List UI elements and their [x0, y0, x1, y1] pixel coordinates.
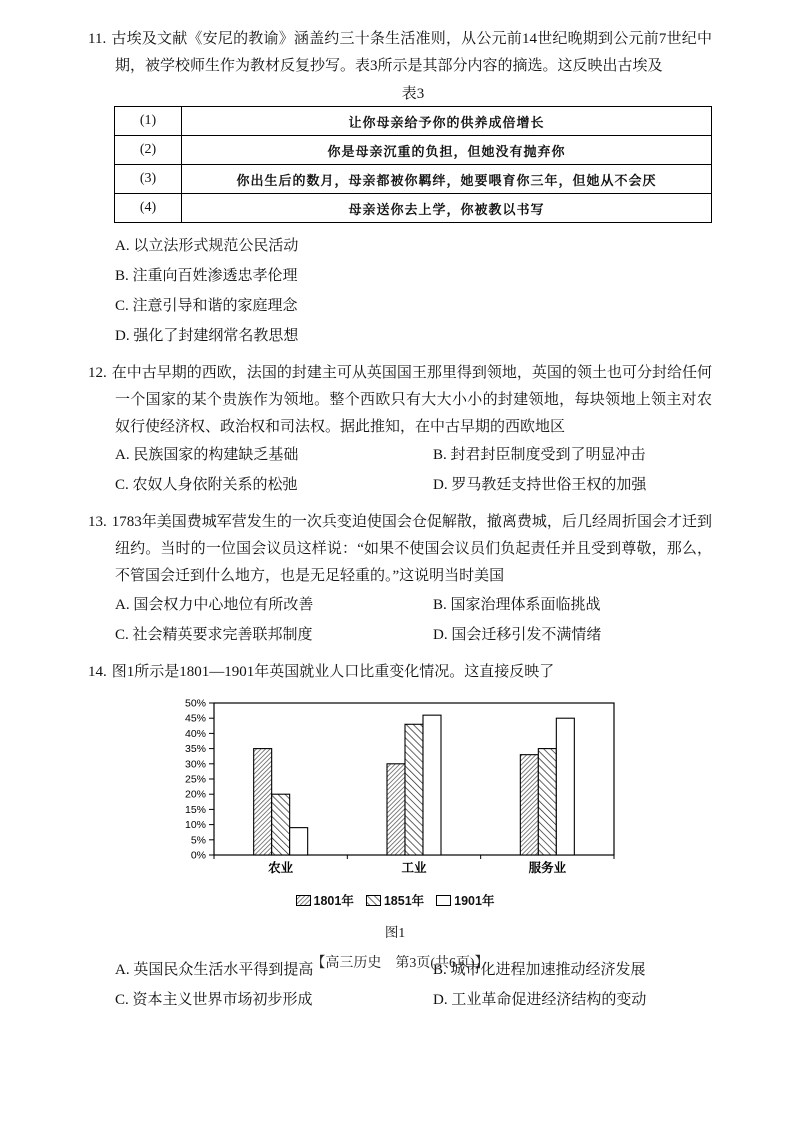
question-13-stem — [88, 509, 712, 589]
svg-text:40%: 40% — [184, 728, 206, 741]
table-row — [115, 107, 712, 136]
table-row-label: (4) — [115, 194, 182, 223]
question-13-number: 13. — [88, 514, 107, 531]
question-12 — [88, 360, 712, 500]
legend-swatch-icon — [296, 895, 311, 906]
question-11-stem — [88, 26, 712, 79]
option-a: A. 以立法形式规范公民活动 — [115, 238, 299, 255]
svg-text:35%: 35% — [184, 743, 206, 756]
table-3-title: 表3 — [401, 86, 425, 103]
table-row-text: 让你母亲给予你的供养成倍增长 — [182, 107, 712, 136]
question-14-text: 图1所示是1801—1901年英国就业人口比重变化情况。这直接反映了 — [111, 663, 555, 680]
option-c: C. 注意引导和谐的家庭理念 — [115, 298, 298, 315]
page-footer: 【高三历史 第3页(共6页)】 — [311, 956, 489, 971]
svg-text:50%: 50% — [184, 697, 206, 710]
svg-text:15%: 15% — [184, 804, 206, 817]
table-row-label: (3) — [115, 165, 182, 194]
question-11-text: 古埃及文献《安尼的教谕》涵盖约三十条生活准则，从公元前14世纪晚期到公元前7世纪中期，被学校师生作为教材反复抄写。表3所示是其部分内容的摘选。这反映出古埃及 — [111, 31, 712, 74]
legend-item-1901年 — [436, 891, 494, 909]
legend-label: 1801年 — [313, 894, 354, 909]
legend-label: 1851年 — [383, 894, 425, 909]
option-d: D. 国会迁移引发不满情绪 — [433, 626, 602, 643]
question-11 — [88, 26, 712, 351]
option-a: A. 民族国家的构建缺乏基础 — [115, 447, 299, 464]
option-a: A. 英国民众生活水平得到提高 — [115, 962, 314, 979]
question-12-number: 12. — [88, 365, 107, 382]
question-11-options — [115, 231, 712, 351]
option-a: A. 国会权力中心地位有所改善 — [115, 596, 314, 613]
table-row — [115, 136, 712, 165]
question-13-options — [115, 590, 712, 650]
option-b: B. 国家治理体系面临挑战 — [433, 596, 601, 613]
table-row-label: (1) — [115, 107, 182, 136]
employment-bar-chart-block — [160, 691, 630, 941]
option-b: B. 城市化进程加速推动经济发展 — [433, 962, 646, 979]
svg-text:30%: 30% — [184, 758, 206, 771]
question-12-stem — [88, 360, 712, 440]
chart-caption: 图1 — [384, 925, 406, 941]
table-row-text: 母亲送你去上学，你被教以书写 — [182, 194, 712, 223]
employment-bar-chart — [160, 691, 630, 887]
legend-item-1801年 — [296, 891, 354, 909]
option-c: C. 社会精英要求完善联邦制度 — [115, 626, 313, 643]
svg-text:农业: 农业 — [268, 861, 294, 876]
table-row-text: 你是母亲沉重的负担，但她没有抛弃你 — [182, 136, 712, 165]
option-c: C. 资本主义世界市场初步形成 — [115, 992, 313, 1009]
svg-text:工业: 工业 — [401, 861, 427, 876]
option-d: D. 工业革命促进经济结构的变动 — [433, 992, 647, 1009]
table-3 — [114, 106, 712, 223]
question-12-text: 在中古早期的西欧，法国的封建主可从英国国王那里得到领地，英国的领土也可分封给任何一个国家的某个贵族作为领地。整个西欧只有大大小小的封建领地，每块领地上领主对农奴行使经济权、政治权和司法权。据此推知，在中古早期的西欧地区 — [111, 365, 712, 435]
table-row-label: (2) — [115, 136, 182, 165]
chart-legend — [160, 891, 630, 909]
option-d: D. 强化了封建纲常名教思想 — [115, 328, 299, 345]
question-13-text: 1783年美国费城军营发生的一次兵变迫使国会仓促解散，撤离费城，后几经周折国会才迁到纽约。当时的一位国会议员这样说：“如果不使国会议员们负起责任并且受到尊敬，那么，不管国会迁到什么地方，也是无足轻重的。”这说明当时美国 — [111, 514, 712, 584]
svg-text:服务业: 服务业 — [528, 861, 567, 876]
svg-text:5%: 5% — [190, 834, 206, 847]
legend-label: 1901年 — [454, 894, 495, 909]
svg-text:0%: 0% — [190, 849, 206, 862]
question-12-options — [115, 440, 712, 500]
svg-text:45%: 45% — [184, 712, 206, 725]
option-b: B. 注重向百姓渗透忠孝伦理 — [115, 268, 298, 285]
legend-item-1851年 — [366, 891, 424, 909]
svg-text:25%: 25% — [184, 773, 206, 786]
option-b: B. 封君封臣制度受到了明显冲击 — [433, 447, 646, 464]
table-row — [115, 165, 712, 194]
question-11-number: 11. — [88, 31, 107, 47]
table-row-text: 你出生后的数月，母亲都被你羁绊，她要喂育你三年，但她从不会厌 — [182, 165, 712, 194]
table-row — [115, 194, 712, 223]
option-c: C. 农奴人身依附关系的松弛 — [115, 477, 298, 494]
legend-swatch-icon — [436, 895, 451, 906]
svg-text:20%: 20% — [184, 788, 206, 801]
svg-text:10%: 10% — [184, 819, 206, 832]
question-14-stem — [88, 659, 712, 686]
option-d: D. 罗马教廷支持世俗王权的加强 — [433, 477, 647, 494]
question-14-number: 14. — [88, 663, 107, 680]
legend-swatch-icon — [366, 895, 381, 906]
question-13 — [88, 509, 712, 649]
